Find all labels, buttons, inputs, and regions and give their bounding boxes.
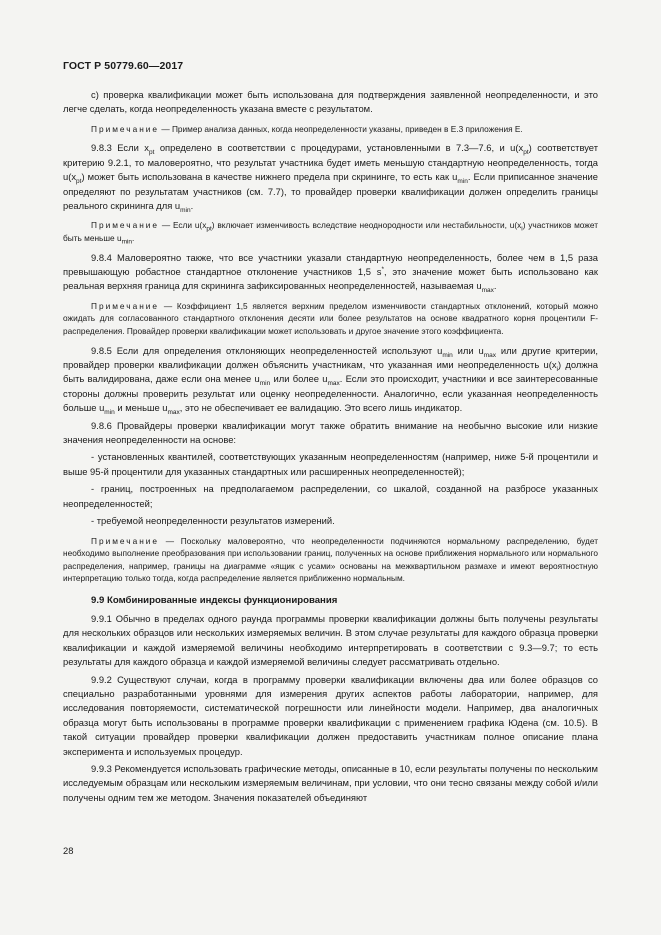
document-header: ГОСТ Р 50779.60—2017 [63, 60, 184, 72]
note-1 [63, 123, 598, 136]
note-label: Примечание [91, 123, 160, 134]
note-2 [63, 219, 598, 244]
note-text: — Если $u(x_{pt})$ включает изменчивость вследствие неоднородности или нестабильности, $u(x_i)$ участников может быть меньше $u_{min}$. [63, 220, 598, 246]
paragraph-9-9-2: 9.9.2 Существуют случаи, когда в программу проверки квалификации включены два или более образцов со специально разработанными уровнями для измерения других аспектов работы лаборатории, например, для исследования повторяемости, систематической погрешности или линейности модели. Например, два аналогичных образца могут быть использованы в программе проверки квалификации с применением графика Юдена (см. 10.5). В такой ситуации провайдер проверки квалификации должен предоставить участникам полное описание плана эксперимента и используемых процедур. [63, 673, 598, 757]
paragraph-9-8-3: 9.8.3 Если $x_{pt}$ определено в соответствии с процедурами, установленными в 7.3—7.6, и $u(x_{pt})$ соответствует критерию 9.2.1, то маловероятно, что результат участника будет иметь меньшую стандартную неопределенность, тогда $u(x_{pt})$ может быть использована в качестве нижнего предела при скрининге, то есть как $u_{min}$. Если приписанное значение определяют по результатам участников (см. 7.7), то провайдер проверки квалификации должен определить границы реального скрининга для $u_{min}$. [63, 142, 599, 214]
document-body [63, 88, 598, 808]
note-3 [63, 300, 598, 338]
note-label: Примечание [91, 300, 160, 311]
note-text: — Поскольку маловероятно, что неопределенности подчиняются нормальному распределению, будет необходимо выполнение преобразования при использовании границ, полученных на основе приближения нормального или нормального распределения, например, границы на диаграмме «ящик с усами» основаны на межквартильном размахе и имеют вероятностную интерпретацию только тогда, когда распределение является приближенно нормальным. [63, 535, 598, 584]
paragraph-9-9-3: 9.9.3 Рекомендуется использовать графические методы, описанные в 10, если результаты получены по нескольким исследуемым образцам или нескольким измеряемым величинам, при условии, что они тесно связаны между собой и/или получены одним тем же методом. Значения показателей объединяют [63, 762, 598, 803]
list-item: - требуемой неопределенности результатов измерений. [91, 515, 335, 527]
page-number: 28 [63, 845, 74, 856]
note-4 [63, 535, 598, 585]
list-item: - границ, построенных на предполагаемом распределении, со шкалой, созданной на разбросе указанных неопределенностей; [63, 483, 598, 509]
note-label: Примечание [91, 535, 160, 546]
section-heading-9-9: 9.9 Комбинированные индексы функционирования [91, 594, 338, 606]
note-text: — Коэффициент 1,5 является верхним пределом изменчивости стандартных отклонений, который можно ожидать для согласованного стандартного отклонения десяти или более результатов на основе квадратного корня процентили F-распределения. Провайдер проверки квалификации может использовать и другое значение этого коэффициента. [63, 300, 598, 337]
paragraph-9-8-4: 9.8.4 Маловероятно также, что все участники указали стандартную неопределенность, более чем в 1,5 раза превышающую робастное стандартное отклонение участников 1,5 s*, это значение может быть использовано как реальная верхняя граница для скрининга зафиксированных неопределенностей, называемая $u_{max}$. [63, 251, 598, 295]
note-text: — Пример анализа данных, когда неопределенности указаны, приведен в Е.3 приложения Е. [159, 123, 523, 134]
list-item: - установленных квантилей, соответствующих указанным неопределенностям (например, ниже 5-й процентили и выше 95-й процентили для указанных стандартных или расширенных неопределенностей); [63, 451, 598, 477]
paragraph-9-8-6: 9.8.6 Провайдеры проверки квалификации могут также обратить внимание на необычно высокие или низкие значения неопределенности на основе: [63, 419, 598, 446]
paragraph-9-9-1: 9.9.1 Обычно в пределах одного раунда программы проверки квалификации должны быть получены результаты для нескольких образцов или нескольких измеряемых величин. В этом случае результаты для каждого образца проверки квалификации и каждой измеряемой величины необходимо интерпретировать в соответствии с 9.3—9.7; то есть результаты для каждого образца и каждой измеряемой величины следует рассматривать отдельно. [63, 612, 598, 668]
paragraph-c: с) проверка квалификации может быть использована для подтверждения заявленной неопределенности, и это легче сделать, когда неопределенность указана вместе с результатом. [63, 89, 598, 115]
paragraph-9-8-5: 9.8.5 Если для определения отклоняющих неопределенностей используют $u_{min}$ или $u_{max}$ или другие критерии, провайдер проверки квалификации должен объяснить участникам, что указанная ими неопределенность $u(x_i)$ должна быть валидирована, даже если она менее $u_{min}$ или более $u_{max}$. Если это происходит, участники и все заинтересованные стороны должны проверить результат или оценку неопределенности. Аналогично, если указанная неопределенность больше $u_{min}$ и меньше $u_{max}$, это не обеспечивает ее валидацию. Это всего лишь индикатор. [63, 344, 598, 417]
note-label: Примечание [91, 220, 160, 231]
